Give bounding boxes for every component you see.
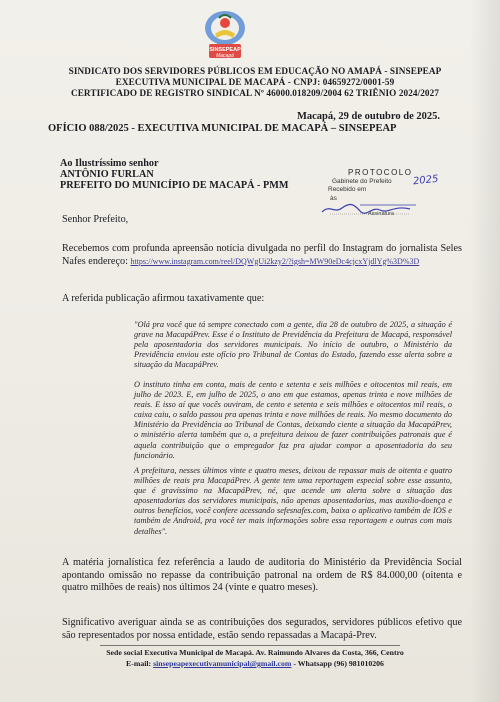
stamp-office: Gabinete do Prefeito <box>332 178 392 185</box>
addressee-title: PREFEITO DO MUNICÍPIO DE MACAPÁ - PMM <box>60 180 289 191</box>
footer-email-link[interactable]: sinsepeapexecutivamunicipal@gmail.com <box>153 659 292 668</box>
stamp-handwritten-date: 2025 <box>412 173 439 188</box>
stamp-signature-label: Assinatura <box>368 211 394 217</box>
page-edge-shadow <box>470 0 500 702</box>
sinsepeap-logo <box>197 8 253 60</box>
logo-text-top: SINSEPEAP <box>209 47 241 53</box>
instagram-link[interactable]: https://www.instagram.com/reel/DQWgUi2kzy2/?igsh=MW90eDc4cjcxYjdlYg%3D%3D <box>130 256 420 266</box>
addressee-name: ANTÔNIO FURLAN <box>60 169 154 180</box>
stamp-title: PROTOCOLO <box>348 168 413 177</box>
footer-whatsapp: - Whatsapp (96) 981010206 <box>293 659 384 668</box>
quote-paragraph-1: "Olá pra você que tá sempre conectado com a gente, dia 28 de outubro de 2025, a situação é grave na MacapáPrev. Esse é o Instituto de Previdência da Prefeitura de Macapá, responsável pela aposentadoria dos servidores municipais. No início de outubro, o Ministério da Previdência enviou este ofício pro Tribunal de Contas do Estado, fazendo esse alerta sobre a situação da MacapáPrev. <box>134 320 452 370</box>
quote-paragraph-3: A prefeitura, nesses últimos vinte e quatro meses, deixou de repassar mais de oitenta e quatro milhões de reais pra MacapáPrev. A gente tem uma reportagem especial sobre esse assunto, que é gravíssimo na MacapáPrev, né, que acende um alerta sobre a situação das aposentadorias dos servidores municipais, não apenas aposentadorias, mas auxílio-doença e outros benefícios, você confere acessando sefesnafes.com, baixa o aplicativo também de IOS e também de Android, pra você ter mais informações sobre essa reportagem e outras com mais detalhes". <box>134 466 452 536</box>
footer-address: Sede social Executiva Municipal de Macapá. Av. Raimundo Alvares da Costa, 366, Centro <box>106 648 404 657</box>
greeting: Senhor Prefeito, <box>62 214 129 225</box>
footer-divider <box>100 645 400 646</box>
header-union-name: SINDICATO DOS SERVIDORES PÚBLICOS EM EDUCAÇÃO NO AMAPÁ - SINSEPEAP <box>68 66 442 76</box>
paragraph-news-source <box>62 243 462 268</box>
footer-contact <box>20 659 490 668</box>
paragraph-contributions: Significativo averiguar ainda se as contribuições dos segurados, servidores públicos efetivo que são representados por nossa entidade, estão sendo repassadas a Macapá-Prev. <box>62 617 462 641</box>
stamp-received-label: Recebido em <box>328 186 367 193</box>
oficio-title: OFÍCIO 088/2025 - EXECUTIVA MUNICIPAL DE MACAPÁ – SINSEPEAP <box>48 123 397 134</box>
addressee-salutation: Ao Ilustríssimo senhor <box>60 158 159 169</box>
paragraph-intro-quote: A referida publicação afirmou taxativamente que: <box>62 293 265 304</box>
header-registration: CERTIFICADO DE REGISTRO SINDICAL Nº 46000.018209/2004 62 TRIÊNIO 2024/2027 <box>70 88 440 98</box>
document-date: Macapá, 29 de outubro de 2025. <box>296 111 440 122</box>
protocol-stamp <box>318 168 468 220</box>
paragraph-audit-reference: A matéria jornalística fez referência a laudo de auditoria do Ministério da Previdência Social apontando omissão no repasse da contribuição patronal na ordem de R$ 84.000,00 (oitenta e quatro milhões de reais) nos últimos 24 (vinte e quatro meses). <box>62 557 462 594</box>
stamp-time-label: às <box>330 195 337 202</box>
logo-text-bottom: Macapá <box>216 53 234 59</box>
footer-email-label: E-mail: <box>126 659 152 668</box>
header-executive-cnpj: EXECUTIVA MUNICIPAL DE MACAPÁ - CNPJ: 04659272/0001-59 <box>115 77 395 87</box>
paragraph-news-source-text: Recebemos com profunda apreensão notícia divulgada no perfil do Instagram do jornalista Seles Nafes endereço: <box>62 243 462 267</box>
quote-paragraph-2: O instituto tinha em conta, mais de cento e setenta e seis milhões e oitocentos mil reais, em julho de 2023. E, em julho de 2025, o ano em que estamos, apenas trinta e nove milhões de reais. E isso aí que vocês ouviram, de cento e setenta e seis milhões e oitocentos mil reais, o caixa caiu, o saldo passou pra apenas trinta e nove milhões de reais. No mesmo documento do Ministério da Previdência ao Tribunal de Contas, deixando ciente a situação da MacapáPrev, o ministério alerta também que o, a prefeitura deixou de fazer contribuições patronais que é aquela contribuição que o empregador faz pra ajudar compor a aposentadoria do seu funcionário. <box>134 380 452 460</box>
